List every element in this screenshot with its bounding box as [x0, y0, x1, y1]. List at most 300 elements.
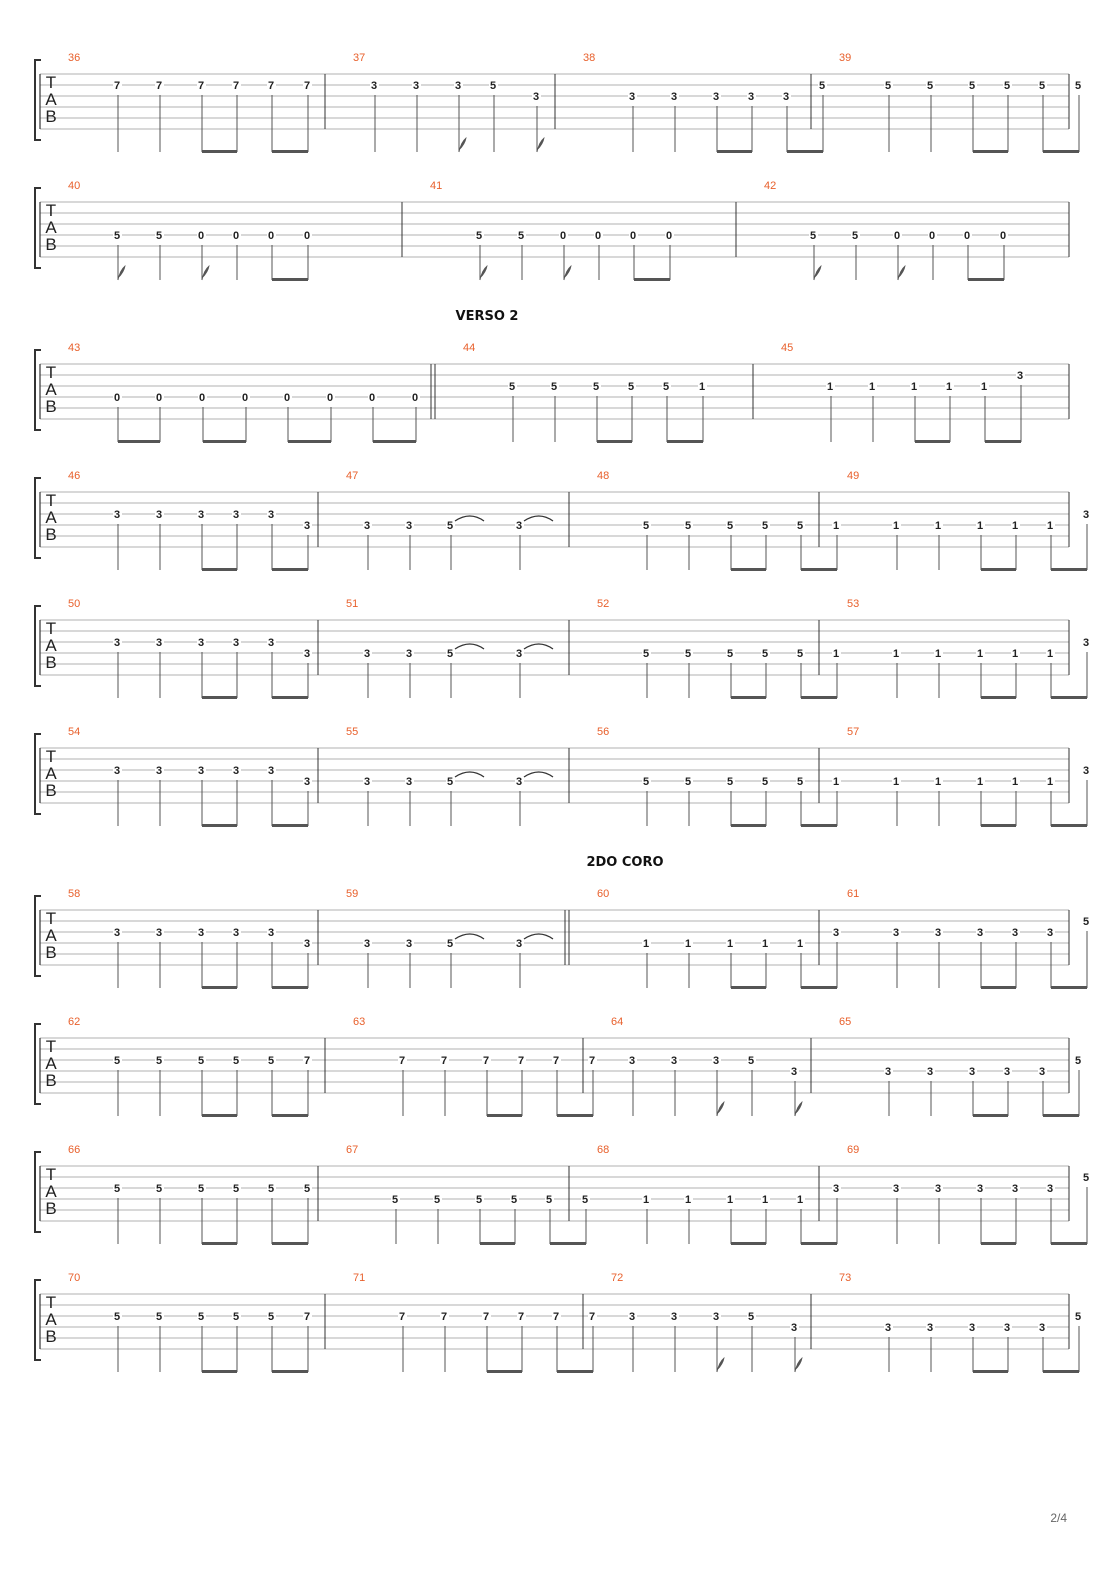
note-beam	[981, 824, 1016, 827]
note-beam	[981, 986, 1016, 989]
note-flag	[795, 1102, 802, 1116]
fret-number: 5	[267, 1311, 275, 1323]
fret-number: 5	[747, 1055, 755, 1067]
fret-number: 3	[267, 509, 275, 521]
fret-number: 1	[761, 938, 769, 950]
fret-number: 5	[197, 1183, 205, 1195]
tab-system	[35, 309, 1069, 443]
measure-number: 60	[597, 888, 610, 900]
fret-number: 7	[440, 1311, 448, 1323]
fret-number: 5	[968, 80, 976, 92]
fret-number: 3	[405, 776, 413, 788]
fret-number: 3	[515, 648, 523, 660]
fret-number: 0	[963, 230, 971, 242]
fret-number: 5	[508, 381, 516, 393]
fret-number: 7	[267, 80, 275, 92]
measure-number: 39	[839, 52, 852, 64]
fret-number: 7	[155, 80, 163, 92]
note-flag	[118, 266, 125, 280]
note-beam	[731, 1242, 766, 1245]
note-beam	[1043, 1370, 1079, 1373]
note-beam	[202, 824, 237, 827]
note-beam	[272, 568, 308, 571]
fret-number: 1	[684, 938, 692, 950]
fret-number: 3	[628, 1311, 636, 1323]
fret-number: 5	[475, 230, 483, 242]
note-beam	[731, 824, 766, 827]
fret-number: 5	[642, 520, 650, 532]
fret-number: 5	[796, 776, 804, 788]
note-flag	[459, 138, 466, 152]
fret-number: 3	[515, 938, 523, 950]
fret-number: 3	[405, 938, 413, 950]
fret-number: 3	[892, 927, 900, 939]
fret-number: 3	[515, 520, 523, 532]
fret-number: 1	[934, 776, 942, 788]
fret-number: 7	[113, 80, 121, 92]
fret-number: 5	[232, 1055, 240, 1067]
tab-clef-letter: B	[45, 1071, 57, 1090]
fret-number: 3	[1046, 1183, 1054, 1195]
fret-number: 5	[627, 381, 635, 393]
fret-number: 5	[446, 776, 454, 788]
tab-clef-letter: B	[45, 1199, 57, 1218]
fret-number: 3	[197, 765, 205, 777]
fret-number: 3	[1038, 1322, 1046, 1334]
section-heading: VERSO 2	[455, 309, 519, 324]
fret-number: 5	[726, 520, 734, 532]
note-beam	[973, 150, 1008, 153]
note-beam	[981, 1242, 1016, 1245]
fret-number: 1	[892, 648, 900, 660]
note-beam	[557, 1370, 593, 1373]
measure-number: 44	[463, 342, 476, 354]
tab-clef-letter: T	[45, 201, 57, 220]
fret-number: 7	[197, 80, 205, 92]
fret-number: 0	[629, 230, 637, 242]
fret-number: 0	[326, 392, 334, 404]
fret-number: 7	[303, 1055, 311, 1067]
tie-arc	[524, 772, 553, 777]
tab-clef-letter: A	[45, 926, 57, 945]
fret-number: 5	[796, 648, 804, 660]
tab-system	[35, 180, 1069, 281]
fret-number: 3	[155, 765, 163, 777]
fret-number: 3	[1082, 765, 1090, 777]
fret-number: 1	[945, 381, 953, 393]
measure-number: 51	[346, 598, 359, 610]
fret-number: 1	[892, 520, 900, 532]
fret-number: 7	[303, 80, 311, 92]
note-beam	[731, 568, 766, 571]
fret-number: 3	[628, 91, 636, 103]
fret-number: 3	[968, 1322, 976, 1334]
fret-number: 5	[197, 1311, 205, 1323]
fret-number: 5	[1074, 80, 1082, 92]
fret-number: 1	[1011, 520, 1019, 532]
fret-number: 5	[113, 230, 121, 242]
fret-number: 5	[303, 1183, 311, 1195]
note-beam	[202, 986, 237, 989]
tab-clef-letter: T	[45, 619, 57, 638]
fret-number: 1	[684, 1194, 692, 1206]
fret-number: 5	[1038, 80, 1046, 92]
fret-number: 5	[592, 381, 600, 393]
fret-number: 3	[267, 765, 275, 777]
note-flag	[795, 1358, 802, 1372]
fret-number: 5	[197, 1055, 205, 1067]
fret-number: 7	[517, 1055, 525, 1067]
tab-system	[35, 598, 1091, 699]
measure-number: 69	[847, 1144, 860, 1156]
tab-clef-letter: A	[45, 508, 57, 527]
measure-number: 42	[764, 180, 777, 192]
measure-number: 55	[346, 726, 359, 738]
fret-number: 3	[1016, 370, 1024, 382]
measure-number: 70	[68, 1272, 81, 1284]
note-beam	[272, 824, 308, 827]
measure-number: 50	[68, 598, 81, 610]
measure-number: 59	[346, 888, 359, 900]
fret-number: 3	[1082, 509, 1090, 521]
fret-number: 5	[761, 520, 769, 532]
fret-number: 5	[446, 648, 454, 660]
measure-number: 47	[346, 470, 359, 482]
fret-number: 3	[303, 520, 311, 532]
tab-system	[35, 1272, 1083, 1373]
fret-number: 1	[832, 520, 840, 532]
note-flag	[537, 138, 544, 152]
tab-clef-letter: T	[45, 1293, 57, 1312]
fret-number: 3	[1003, 1066, 1011, 1078]
note-flag	[202, 266, 209, 280]
fret-number: 5	[545, 1194, 553, 1206]
fret-number: 5	[926, 80, 934, 92]
note-beam	[981, 696, 1016, 699]
note-beam	[202, 696, 237, 699]
note-beam	[487, 1114, 522, 1117]
fret-number: 3	[267, 927, 275, 939]
note-beam	[288, 440, 331, 443]
fret-number: 1	[976, 776, 984, 788]
tab-system	[35, 52, 1083, 153]
tab-system	[35, 1016, 1083, 1117]
fret-number: 5	[113, 1055, 121, 1067]
fret-number: 0	[155, 392, 163, 404]
tie-arc	[455, 644, 484, 649]
fret-number: 3	[303, 938, 311, 950]
tie-arc	[524, 516, 553, 521]
fret-number: 1	[726, 938, 734, 950]
fret-number: 1	[832, 648, 840, 660]
fret-number: 0	[113, 392, 121, 404]
fret-number: 3	[232, 637, 240, 649]
fret-number: 5	[155, 230, 163, 242]
fret-number: 3	[303, 648, 311, 660]
fret-number: 5	[726, 648, 734, 660]
tab-clef-letter: T	[45, 909, 57, 928]
fret-number: 3	[884, 1066, 892, 1078]
measure-number: 64	[611, 1016, 624, 1028]
tab-clef-letter: B	[45, 781, 57, 800]
fret-number: 3	[113, 765, 121, 777]
fret-number: 7	[482, 1055, 490, 1067]
measure-number: 54	[68, 726, 81, 738]
fret-number: 3	[1082, 637, 1090, 649]
tab-clef-letter: A	[45, 636, 57, 655]
note-beam	[973, 1370, 1008, 1373]
tab-clef-letter: T	[45, 1037, 57, 1056]
note-flag	[717, 1358, 724, 1372]
fret-number: 3	[892, 1183, 900, 1195]
fret-number: 7	[552, 1055, 560, 1067]
note-flag	[898, 266, 905, 280]
fret-number: 5	[684, 520, 692, 532]
fret-number: 1	[1046, 648, 1054, 660]
measure-number: 46	[68, 470, 81, 482]
note-beam	[915, 440, 950, 443]
fret-number: 0	[559, 230, 567, 242]
fret-number: 5	[550, 381, 558, 393]
fret-number: 5	[113, 1311, 121, 1323]
fret-number: 3	[363, 648, 371, 660]
measure-number: 66	[68, 1144, 81, 1156]
fret-number: 5	[1003, 80, 1011, 92]
fret-number: 0	[368, 392, 376, 404]
fret-number: 7	[303, 1311, 311, 1323]
fret-number: 5	[446, 520, 454, 532]
note-beam	[202, 150, 237, 153]
tie-arc	[455, 516, 484, 521]
fret-number: 3	[113, 927, 121, 939]
tab-clef-letter: B	[45, 235, 57, 254]
fret-number: 3	[670, 1055, 678, 1067]
fret-number: 3	[976, 1183, 984, 1195]
fret-number: 1	[1011, 648, 1019, 660]
fret-number: 7	[440, 1055, 448, 1067]
note-beam	[1051, 1242, 1087, 1245]
fret-number: 0	[267, 230, 275, 242]
measure-number: 45	[781, 342, 794, 354]
fret-number: 5	[642, 776, 650, 788]
fret-number: 5	[475, 1194, 483, 1206]
fret-number: 0	[999, 230, 1007, 242]
fret-number: 5	[581, 1194, 589, 1206]
measure-number: 40	[68, 180, 81, 192]
note-beam	[202, 1242, 237, 1245]
fret-number: 7	[232, 80, 240, 92]
fret-number: 3	[155, 509, 163, 521]
fret-number: 3	[926, 1066, 934, 1078]
fret-number: 1	[934, 520, 942, 532]
measure-number: 72	[611, 1272, 624, 1284]
fret-number: 3	[155, 927, 163, 939]
fret-number: 0	[232, 230, 240, 242]
tab-clef-letter: A	[45, 1054, 57, 1073]
tab-system	[35, 726, 1091, 827]
fret-number: 5	[796, 520, 804, 532]
note-beam	[731, 986, 766, 989]
fret-number: 7	[552, 1311, 560, 1323]
note-beam	[973, 1114, 1008, 1117]
note-beam	[118, 440, 160, 443]
fret-number: 1	[976, 520, 984, 532]
fret-number: 1	[1046, 520, 1054, 532]
fret-number: 1	[868, 381, 876, 393]
fret-number: 5	[489, 80, 497, 92]
measure-number: 62	[68, 1016, 81, 1028]
fret-number: 5	[884, 80, 892, 92]
fret-number: 7	[588, 1055, 596, 1067]
fret-number: 1	[976, 648, 984, 660]
tab-clef-letter: B	[45, 107, 57, 126]
fret-number: 3	[1046, 927, 1054, 939]
note-beam	[717, 150, 752, 153]
fret-number: 5	[1074, 1311, 1082, 1323]
note-beam	[634, 278, 670, 281]
fret-number: 3	[405, 520, 413, 532]
measure-number: 48	[597, 470, 610, 482]
fret-number: 3	[832, 1183, 840, 1195]
measure-number: 65	[839, 1016, 852, 1028]
note-beam	[801, 568, 837, 571]
systems-layer	[35, 52, 1091, 1373]
note-beam	[1051, 824, 1087, 827]
fret-number: 3	[197, 509, 205, 521]
measure-number: 71	[353, 1272, 366, 1284]
fret-number: 5	[510, 1194, 518, 1206]
fret-number: 5	[433, 1194, 441, 1206]
fret-number: 5	[684, 776, 692, 788]
fret-number: 1	[1046, 776, 1054, 788]
fret-number: 3	[113, 637, 121, 649]
measure-number: 73	[839, 1272, 852, 1284]
measure-number: 67	[346, 1144, 359, 1156]
note-beam	[801, 824, 837, 827]
fret-number: 3	[712, 1055, 720, 1067]
fret-number: 0	[283, 392, 291, 404]
fret-number: 5	[267, 1055, 275, 1067]
fret-number: 3	[303, 776, 311, 788]
fret-number: 7	[517, 1311, 525, 1323]
measure-number: 41	[430, 180, 443, 192]
fret-number: 3	[515, 776, 523, 788]
measure-number: 37	[353, 52, 366, 64]
fret-number: 1	[826, 381, 834, 393]
fret-number: 5	[851, 230, 859, 242]
tab-clef-letter: T	[45, 491, 57, 510]
fret-number: 3	[670, 91, 678, 103]
fret-number: 5	[1082, 916, 1090, 928]
note-beam	[1043, 1114, 1079, 1117]
fret-number: 3	[1003, 1322, 1011, 1334]
fret-number: 3	[884, 1322, 892, 1334]
fret-number: 3	[412, 80, 420, 92]
note-beam	[373, 440, 416, 443]
note-beam	[272, 1242, 308, 1245]
tab-system	[35, 1144, 1091, 1245]
tab-clef-letter: A	[45, 1182, 57, 1201]
fret-number: 1	[1011, 776, 1019, 788]
fret-number: 3	[934, 1183, 942, 1195]
measure-number: 52	[597, 598, 610, 610]
note-beam	[202, 568, 237, 571]
fret-number: 7	[588, 1311, 596, 1323]
fret-number: 3	[926, 1322, 934, 1334]
fret-number: 1	[761, 1194, 769, 1206]
fret-number: 3	[267, 637, 275, 649]
fret-number: 1	[642, 1194, 650, 1206]
note-beam	[550, 1242, 586, 1245]
fret-number: 3	[197, 637, 205, 649]
fret-number: 3	[976, 927, 984, 939]
fret-number: 5	[155, 1055, 163, 1067]
fret-number: 5	[155, 1183, 163, 1195]
tab-clef-letter: T	[45, 363, 57, 382]
fret-number: 3	[1011, 1183, 1019, 1195]
fret-number: 1	[726, 1194, 734, 1206]
measure-number: 61	[847, 888, 860, 900]
fret-number: 3	[934, 927, 942, 939]
fret-number: 3	[712, 91, 720, 103]
tie-arc	[524, 644, 553, 649]
fret-number: 3	[628, 1055, 636, 1067]
note-beam	[667, 440, 703, 443]
note-beam	[272, 1370, 308, 1373]
note-beam	[731, 696, 766, 699]
fret-number: 3	[232, 765, 240, 777]
fret-number: 5	[232, 1311, 240, 1323]
tab-clef-letter: B	[45, 525, 57, 544]
fret-number: 3	[782, 91, 790, 103]
note-beam	[272, 986, 308, 989]
fret-number: 1	[980, 381, 988, 393]
note-beam	[1051, 986, 1087, 989]
note-beam	[1043, 150, 1079, 153]
tie-arc	[455, 934, 484, 939]
measure-number: 49	[847, 470, 860, 482]
fret-number: 3	[1011, 927, 1019, 939]
fret-number: 3	[1038, 1066, 1046, 1078]
note-beam	[787, 150, 823, 153]
fret-number: 5	[155, 1311, 163, 1323]
fret-number: 1	[832, 776, 840, 788]
fret-number: 3	[454, 80, 462, 92]
fret-number: 5	[113, 1183, 121, 1195]
tab-clef-letter: A	[45, 90, 57, 109]
note-flag	[564, 266, 571, 280]
note-beam	[981, 568, 1016, 571]
note-flag	[480, 266, 487, 280]
note-flag	[814, 266, 821, 280]
note-beam	[597, 440, 632, 443]
note-beam	[1051, 568, 1087, 571]
measure-number: 36	[68, 52, 81, 64]
fret-number: 3	[790, 1322, 798, 1334]
note-beam	[272, 278, 308, 281]
tab-clef-letter: A	[45, 764, 57, 783]
fret-number: 0	[198, 392, 206, 404]
tab-system	[35, 470, 1091, 571]
fret-number: 0	[594, 230, 602, 242]
note-beam	[557, 1114, 593, 1117]
fret-number: 5	[747, 1311, 755, 1323]
note-beam	[202, 1114, 237, 1117]
tab-clef-letter: B	[45, 1327, 57, 1346]
tab-clef-letter: T	[45, 1165, 57, 1184]
fret-number: 3	[232, 927, 240, 939]
note-beam	[801, 986, 837, 989]
